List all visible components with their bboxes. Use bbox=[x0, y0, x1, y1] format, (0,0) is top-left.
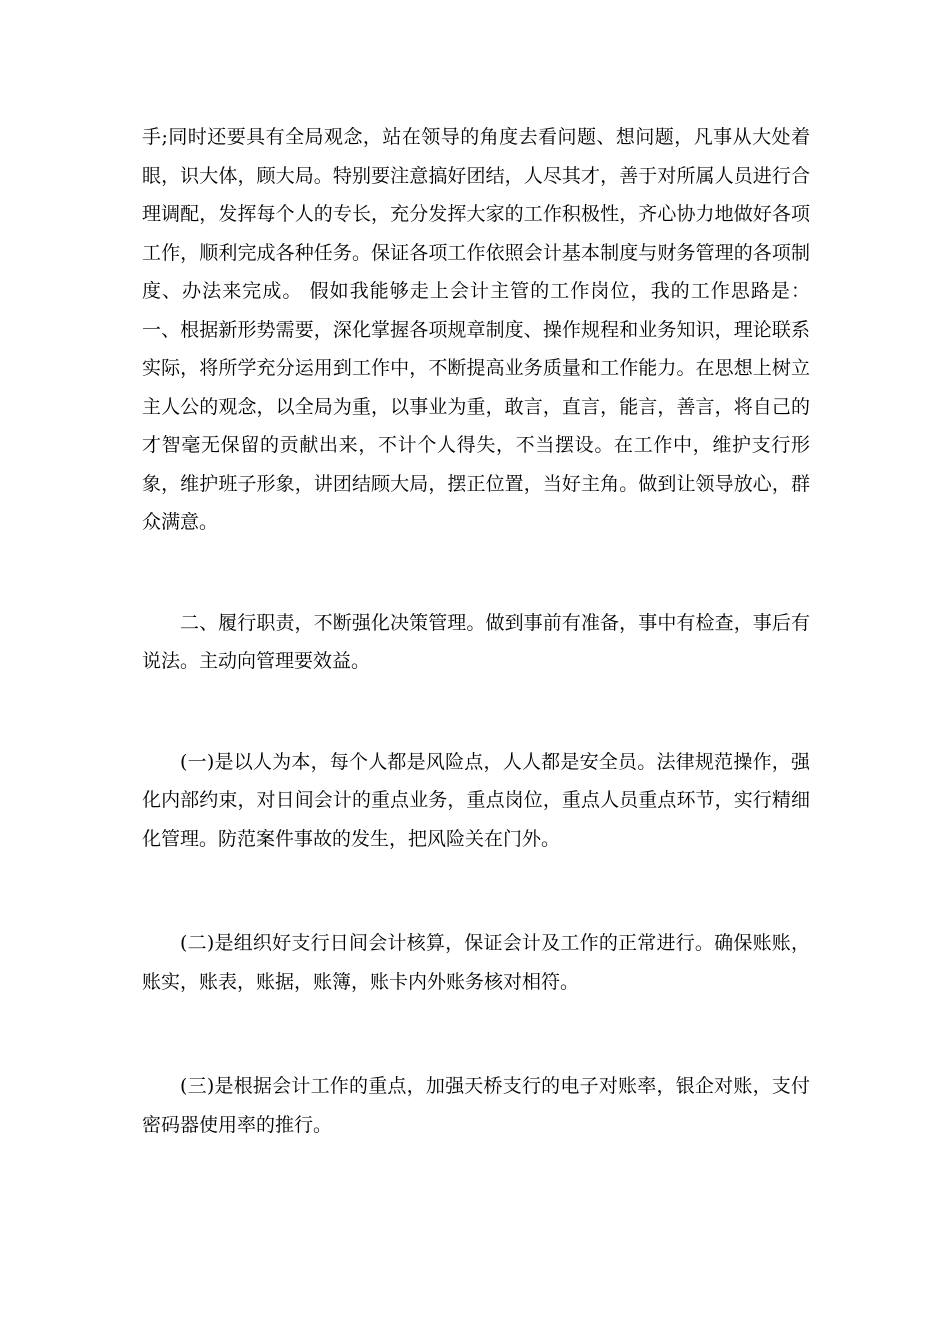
paragraph-continuation: 手;同时还要具有全局观念，站在领导的角度去看问题、想问题，凡事从大处着眼，识大体，顾大局。特别要注意搞好团结，人尽其才，善于对所属人员进行合理调配，发挥每个人的专长，充分发挥大家的工作积极性，齐心协力地做好各项工作，顺利完成各种任务。保证各项工作依照会计基本制度与财务管理的各项制度、办法来完成。 假如我能够走上会计主管的工作岗位，我的工作思路是： 一、根据新形势需要，深化掌握各项规章制度、操作规程和业务知识，理论联系实际，将所学充分运用到工作中，不断提高业务质量和工作能力。在思想上树立主人公的观念，以全局为重，以事业为重，敢言，直言，能言，善言，将自己的才智毫无保留的贡献出来，不计个人得失，不当摆设。在工作中，维护支行形象，维护班子形象，讲团结顾大局，摆正位置，当好主角。做到让领导放心，群众满意。 bbox=[142, 126, 810, 533]
paragraph-item-two: (二)是组织好支行日间会计核算，保证会计及工作的正常进行。确保账账，账实，账表，账据，账簿，账卡内外账务核对相符。 bbox=[142, 932, 810, 993]
paragraph-section-two: 二、履行职责，不断强化决策管理。做到事前有准备，事中有检查，事后有说法。主动向管理要效益。 bbox=[142, 611, 810, 672]
paragraph-item-one: (一)是以人为本，每个人都是风险点，人人都是安全员。法律规范操作，强化内部约束，对日间会计的重点业务，重点岗位，重点人员重点环节，实行精细化管理。防范案件事故的发生，把风险关在门外。 bbox=[142, 750, 810, 850]
document-page bbox=[142, 118, 810, 1144]
paragraph-item-three: (三)是根据会计工作的重点，加强天桥支行的电子对账率，银企对账，支付密码器使用率的推行。 bbox=[142, 1075, 810, 1136]
